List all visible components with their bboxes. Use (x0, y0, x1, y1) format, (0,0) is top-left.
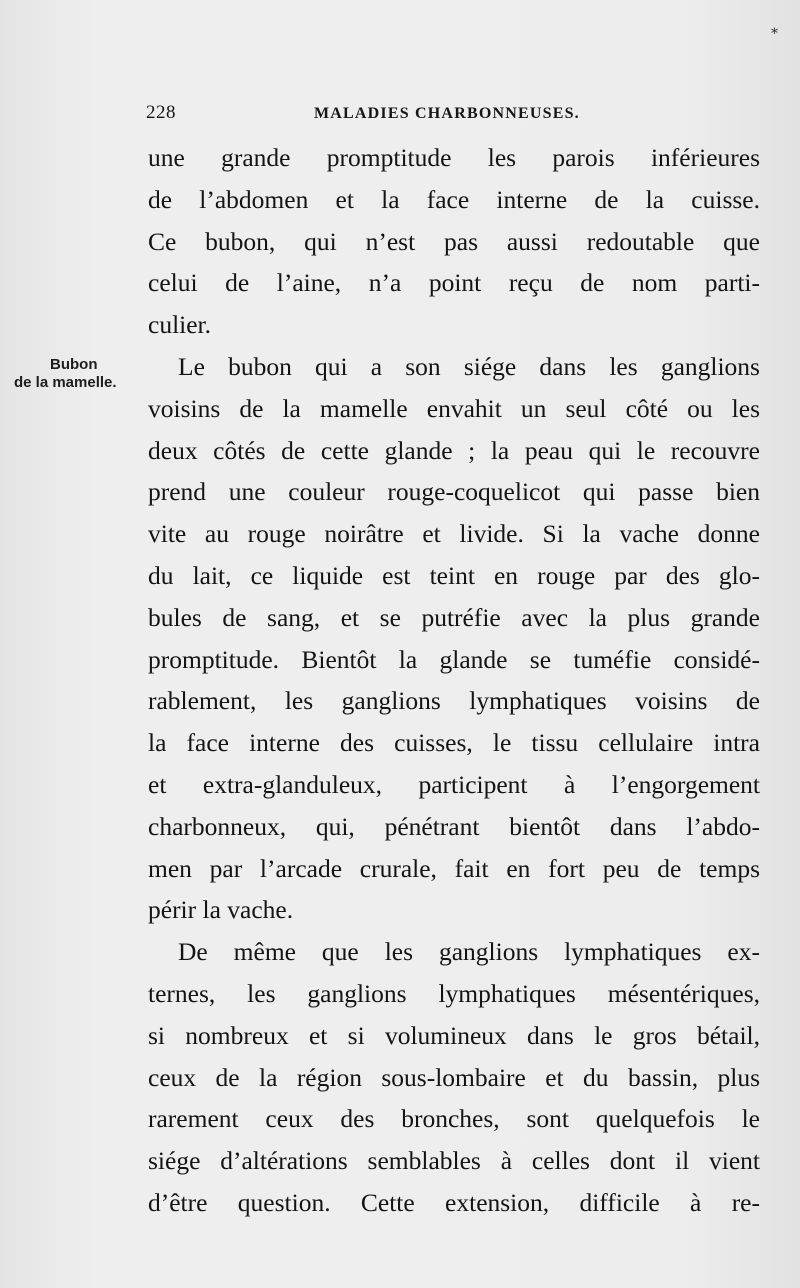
text-line: ternes, les ganglions lymphatiques mésentériques, (148, 978, 760, 1008)
text-line: prend une couleur rouge-coquelicot qui passe bien (148, 477, 760, 507)
text-line: la face interne des cuisses, le tissu cellulaire intra (148, 728, 760, 758)
text-line: une grande promptitude les parois inférieures (148, 143, 760, 172)
text-line: de l’abdomen et la face interne de la cuisse. (148, 184, 760, 214)
text-line: De même que les ganglions lymphatiques ex- (178, 937, 760, 967)
page-number: 228 (146, 102, 176, 123)
text-line: périr la vache. (148, 895, 294, 925)
text-line: charbonneux, qui, pénétrant bientôt dans l’abdo- (148, 811, 760, 841)
text-line: rarement ceux des bronches, sont quelquefois le (148, 1104, 760, 1134)
text-line: et extra-glanduleux, participent à l’engorgement (148, 769, 760, 799)
text-line: rablement, les ganglions lymphatiques voisins de (148, 686, 760, 716)
running-title: MALADIES CHARBONNEUSES. (314, 105, 580, 122)
text-line: bules de sang, et se putréfie avec la plus grande (148, 602, 760, 632)
margin-note-line: de la mamelle. (14, 374, 117, 391)
margin-note-line: Bubon (50, 356, 98, 373)
text-line: d’être question. Cette extension, difficile à re- (148, 1187, 760, 1217)
text-line: celui de l’aine, n’a point reçu de nom parti- (148, 268, 760, 298)
margin-note (14, 356, 144, 392)
text-line: ceux de la région sous-lombaire et du bassin, plus (148, 1062, 760, 1092)
text-line: men par l’arcade crurale, fait en fort peu de temps (148, 853, 760, 883)
text-line: culier. (148, 310, 212, 340)
body-text (148, 137, 760, 1224)
text-line: Ce bubon, qui n’est pas aussi redoutable que (148, 226, 760, 256)
text-line: voisins de la mamelle envahit un seul côté ou les (148, 393, 760, 423)
text-line: si nombreux et si volumineux dans le gros bétail, (148, 1020, 760, 1050)
text-line: Le bubon qui a son siége dans les ganglions (178, 351, 760, 381)
corner-mark: * (771, 26, 778, 42)
text-line: siége d’altérations semblables à celles dont il vient (148, 1146, 760, 1176)
text-line: vite au rouge noirâtre et livide. Si la vache donne (148, 519, 760, 549)
text-line: du lait, ce liquide est teint en rouge par des glo- (148, 560, 760, 590)
text-line: deux côtés de cette glande ; la peau qui le recouvre (148, 435, 760, 465)
text-line: promptitude. Bientôt la glande se tuméfie considé- (148, 644, 760, 674)
